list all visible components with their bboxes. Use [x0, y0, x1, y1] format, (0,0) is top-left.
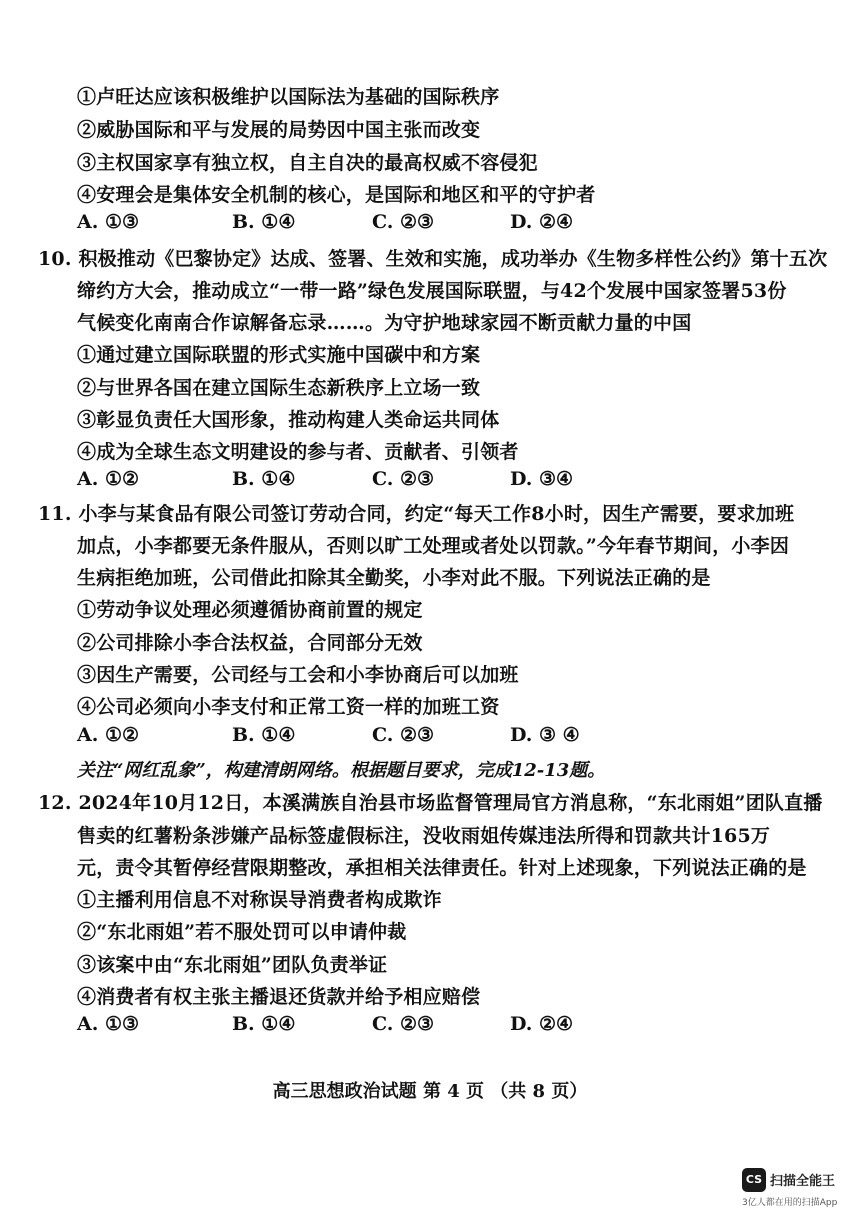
q12-item-1: ①主播利用信息不对称误导消费者构成欺诈	[77, 889, 442, 911]
q10-stem-line-3: 气候变化南南合作谅解备忘录……。为守护地球家园不断贡献力量的中国	[77, 312, 692, 334]
q11-item-4: ④公司必须向小李支付和正常工资一样的加班工资	[77, 696, 500, 718]
q10-item-3: ③彰显负责任大国形象，推动构建人类命运共同体	[77, 409, 500, 431]
q10-stem-line-1: 10. 积极推动《巴黎协定》达成、签署、生效和实施，成功举办《生物多样性公约》第十五次	[38, 248, 828, 270]
q10-item-1: ①通过建立国际联盟的形式实施中国碳中和方案	[77, 344, 481, 366]
q11-stem-line-1: 11. 小李与某食品有限公司签订劳动合同，约定“每天工作8小时，因生产需要，要求加班	[38, 503, 795, 525]
q11-stem-line-2: 加点，小李都要无条件服从，否则以旷工处理或者处以罚款。”今年春节期间，小李因	[77, 535, 790, 557]
q10-item-2: ②与世界各国在建立国际生态新秩序上立场一致	[77, 377, 481, 399]
q9-options	[77, 211, 777, 237]
q12-item-3: ③该案中由“东北雨姐”团队负责举证	[77, 954, 388, 976]
q12-option-d: D. ②④	[510, 1013, 574, 1035]
q12-option-c: C. ②③	[372, 1013, 435, 1035]
q11-option-a: A. ①②	[77, 724, 140, 746]
q9-option-c: C. ②③	[372, 211, 435, 233]
q11-option-c: C. ②③	[372, 724, 435, 746]
q9-item-4: ④安理会是集体安全机制的核心，是国际和地区和平的守护者	[77, 184, 596, 206]
q11-item-2: ②公司排除小李合法权益，合同部分无效	[77, 632, 423, 654]
page-footer: 高三思想政治试题 第 4 页 （共 8 页）	[272, 1081, 588, 1102]
q10-options	[77, 468, 777, 494]
q9-option-d: D. ②④	[510, 211, 574, 233]
q10-stem-line-2: 缔约方大会，推动成立“一带一路”绿色发展国际联盟，与42个发展中国家签署53份	[77, 280, 787, 302]
q12-stem-line-1: 12. 2024年10月12日，本溪满族自治县市场监督管理局官方消息称，“东北雨姐”团队直播	[38, 792, 823, 814]
q9-option-a: A. ①③	[77, 211, 140, 233]
section-intro: 关注“网红乱象”，构建清朗网络。根据题目要求，完成12-13题。	[77, 760, 606, 781]
q11-option-b: B. ①④	[232, 724, 296, 746]
q10-option-d: D. ③④	[510, 468, 574, 490]
q9-item-1: ①卢旺达应该积极维护以国际法为基础的国际秩序	[77, 86, 500, 108]
q10-item-4: ④成为全球生态文明建设的参与者、贡献者、引领者	[77, 441, 519, 463]
q10-option-a: A. ①②	[77, 468, 140, 490]
q11-stem-line-3: 生病拒绝加班，公司借此扣除其全勤奖，小李对此不服。下列说法正确的是	[77, 567, 711, 589]
brand-name: 扫描全能王	[770, 1174, 836, 1189]
q10-option-c: C. ②③	[372, 468, 435, 490]
brand-tagline: 3亿人都在用的扫描App	[742, 1198, 838, 1208]
q12-options	[77, 1013, 777, 1039]
scanner-watermark	[742, 1168, 852, 1208]
q12-option-a: A. ①③	[77, 1013, 140, 1035]
q9-item-2: ②威胁国际和平与发展的局势因中国主张而改变	[77, 119, 481, 141]
q11-option-d: D. ③ ④	[510, 724, 580, 746]
q9-option-b: B. ①④	[232, 211, 296, 233]
q12-option-b: B. ①④	[232, 1013, 296, 1035]
q12-stem-line-2: 售卖的红薯粉条涉嫌产品标签虚假标注，没收雨姐传媒违法所得和罚款共计165万	[77, 825, 771, 847]
q12-item-4: ④消费者有权主张主播退还货款并给予相应赔偿	[77, 986, 481, 1008]
q12-stem-line-3: 元，责令其暂停经营限期整改，承担相关法律责任。针对上述现象，下列说法正确的是	[77, 857, 807, 879]
camscanner-logo-icon: CS	[742, 1168, 766, 1192]
q11-item-3: ③因生产需要，公司经与工会和小李协商后可以加班	[77, 664, 519, 686]
q11-item-1: ①劳动争议处理必须遵循协商前置的规定	[77, 599, 423, 621]
q9-item-3: ③主权国家享有独立权，自主自决的最高权威不容侵犯	[77, 152, 538, 174]
q11-options	[77, 724, 777, 750]
q12-item-2: ②“东北雨姐”若不服处罚可以申请仲裁	[77, 921, 407, 943]
q10-option-b: B. ①④	[232, 468, 296, 490]
